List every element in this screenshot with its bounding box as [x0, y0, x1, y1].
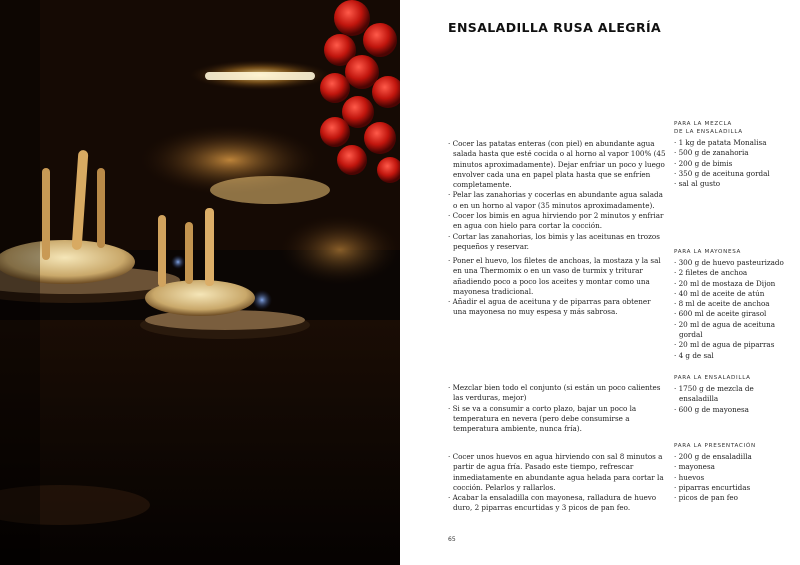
- ingredient-item: · sal al gusto: [674, 179, 721, 189]
- ingredient-item: · 600 ml de aceite girasol: [674, 309, 767, 319]
- ingredient-item: · 4 g de sal: [674, 350, 714, 360]
- ingredients-heading-line: PARA LA MEZCLA: [674, 121, 732, 127]
- step-text: · Si se va a consumir a corto plazo, bajar un poco la temperatura en nevera (pero debe consumirse a temperatura ambiente, nunca fría).: [448, 403, 637, 434]
- ingredient-item: · 200 g de ensaladilla: [674, 452, 752, 461]
- recipe-title: ENSALADILLA RUSA ALEGRÍA: [448, 20, 662, 35]
- ingredient-item: · 600 g de mayonesa: [674, 404, 749, 414]
- step-text: · Cocer los bimis en agua hirviendo por 2 minutos y enfriar en agua con hielo para cortar la cocción.: [448, 211, 664, 231]
- ingredient-item: · piparras encurtidas: [674, 482, 751, 492]
- preparation-steps-mayonesa: [448, 256, 666, 318]
- ingredients-mezcla: [674, 120, 786, 189]
- ingredients-mayonesa: [674, 248, 786, 361]
- ingredients-heading: [674, 248, 786, 256]
- ingredient-item: · 500 g de zanahoria: [674, 148, 749, 158]
- step-text: · Acabar la ensaladilla con mayonesa, ralladura de huevo duro, 2 piparras encurtidas y 3 picos de pan feo.: [448, 493, 657, 513]
- ingredient-item: · 200 g de bimis: [674, 158, 733, 168]
- preparation-steps-mezcla: [448, 139, 666, 252]
- ingredients-heading-line: PARA LA PRESENTACIÓN: [674, 443, 756, 449]
- ingredients-heading: [674, 120, 786, 136]
- step-text: · Poner el huevo, los filetes de anchoas, la mostaza y la sal en una Thermomix o en un vaso de turmix y triturar añadiendo poco a poco los aceites y montar como una mayonesa tradicional.: [448, 256, 661, 296]
- ingredient-item: · picos de pan feo: [674, 493, 738, 503]
- ingredients-heading: [674, 442, 786, 450]
- ingredients-ensaladilla: [674, 374, 786, 415]
- preparation-steps-ensaladilla: [448, 383, 666, 434]
- ingredient-item: · 350 g de aceituna gordal: [674, 168, 770, 178]
- ingredient-item: · mayonesa: [674, 462, 715, 472]
- ingredients-heading: [674, 374, 786, 382]
- ingredient-item: · 40 ml de aceite de atún: [674, 288, 765, 298]
- ingredient-item: · 20 ml de agua de piparras: [674, 340, 775, 350]
- step-text: · Mezclar bien todo el conjunto (si están un poco calientes las verduras, mejor): [448, 383, 661, 403]
- step-text: · Cocer unos huevos en agua hirviendo con sal 8 minutos a partir de agua fría. Pasado este tiempo, refrescar inmediatamente en abundante agua helada para cortar la cocción. Pelarlos y rallarlos.: [448, 452, 664, 492]
- ingredient-item: · 20 ml de mostaza de Dijon: [674, 278, 776, 288]
- step-text: · Añadir el agua de aceituna y de piparras para obtener una mayonesa no muy espesa y más sabrosa.: [448, 297, 651, 317]
- ingredient-item: · 8 ml de aceite de anchoa: [674, 299, 770, 309]
- ingredient-item: · 2 filetes de anchoa: [674, 268, 748, 278]
- ingredient-item: · 1750 g de mezcla de ensaladilla: [674, 384, 754, 404]
- ingredients-heading-line: DE LA ENSALADILLA: [674, 129, 743, 135]
- ingredient-item: · huevos: [674, 472, 705, 482]
- ingredient-item: · 20 ml de agua de aceituna gordal: [674, 319, 776, 340]
- ingredients-heading-line: PARA LA ENSALADILLA: [674, 375, 751, 381]
- step-text: · Pelar las zanahorias y cocerlas en abundante agua salada o en un horno al vapor (35 minutos aproximadamente).: [448, 190, 663, 210]
- step-text: · Cocer las patatas enteras (con piel) en abundante agua salada hasta que esté cocida o al horno al vapor 100% (45 minutos aproximadamente). Dejar enfriar un poco y luego envolver cada una en papel plata hasta que se enfríen completamente.: [448, 139, 666, 190]
- ingredients-heading-line: PARA LA MAYONESA: [674, 249, 742, 255]
- ingredient-item: · 1 kg de patata Monalisa: [674, 138, 767, 147]
- ingredients-presentacion: [674, 442, 786, 503]
- page-number: 65: [448, 536, 456, 543]
- step-text: · Cortar las zanahorias, los bimis y las aceitunas en trozos pequeños y reservar.: [448, 231, 660, 251]
- ingredient-item: · 300 g de huevo pasteurizado: [674, 258, 784, 267]
- recipe-page: [400, 0, 800, 565]
- preparation-steps-presentacion: [448, 452, 666, 514]
